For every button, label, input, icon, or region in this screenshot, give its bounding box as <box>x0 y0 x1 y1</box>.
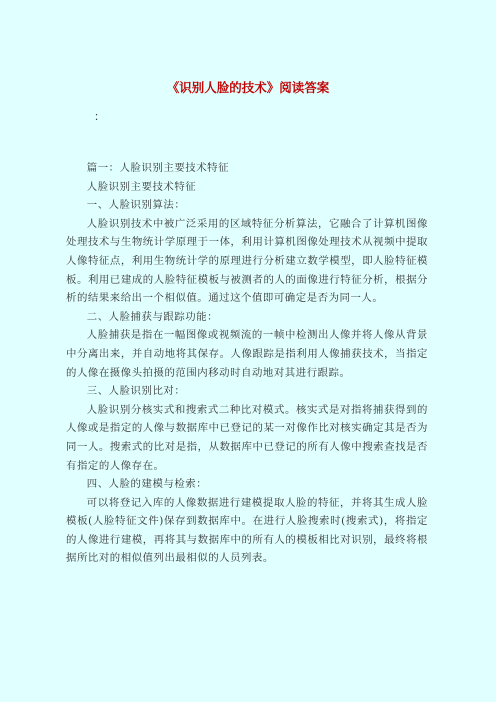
section-heading: 四、人脸的建模与检索： <box>86 478 208 491</box>
body-paragraph: 人脸识别技术中被广泛采用的区域特征分析算法，它融合了计算机图像处理技术与生物统计学原理于一体，利用计算机图像处理技术从视频中提取人像特征点，利用生物统计学的原理进行分析建立数学模型，即人脸特征模板。利用已建成的人脸特征模板与被测者的人的面像进行特征分析，根据分析的结果来给出一个相似值。通过这个值即可确定是否为同一人。 <box>66 217 428 305</box>
section-heading: 篇一：人脸识别主要技术特征 <box>86 162 230 174</box>
article-body <box>66 159 428 568</box>
subheading: 人脸识别主要技术特征 <box>86 180 197 193</box>
section-heading: 一、人脸识别算法： <box>86 199 186 212</box>
body-paragraph: 人脸识别分核实式和搜索式二种比对模式。核实式是对指将捕获得到的人像或是指定的人像与数据库中已登记的某一对像作比对核实确定其是否为同一人。搜索式的比对是指，从数据库中已登记的所有人像中搜索查找是否有指定的人像存在。 <box>66 403 428 472</box>
document-title: 《识别人脸的技术》阅读答案 <box>166 80 330 95</box>
subtitle-mark: ： <box>94 110 105 123</box>
body-paragraph: 人脸捕获是指在一幅图像或视频流的一帧中检测出人像并将人像从背景中分离出来，并自动地将其保存。人像跟踪是指利用人像捕获技术，当指定的人像在摄像头拍摄的范围内移动时自动地对其进行跟踪。 <box>66 329 428 379</box>
section-heading: 三、人脸识别比对： <box>86 385 186 398</box>
body-paragraph: 可以将登记入库的人像数据进行建模提取人脸的特征，并将其生成人脸模板(人脸特征文件)保存到数据库中。在进行人脸搜索时(搜索式)，将指定的人像进行建模，再将其与数据库中的所有人的模板相比对识别，最终将根据所比对的相似值列出最相似的人员列表。 <box>66 496 428 565</box>
section-heading: 二、人脸捕获与跟踪功能： <box>86 310 219 323</box>
